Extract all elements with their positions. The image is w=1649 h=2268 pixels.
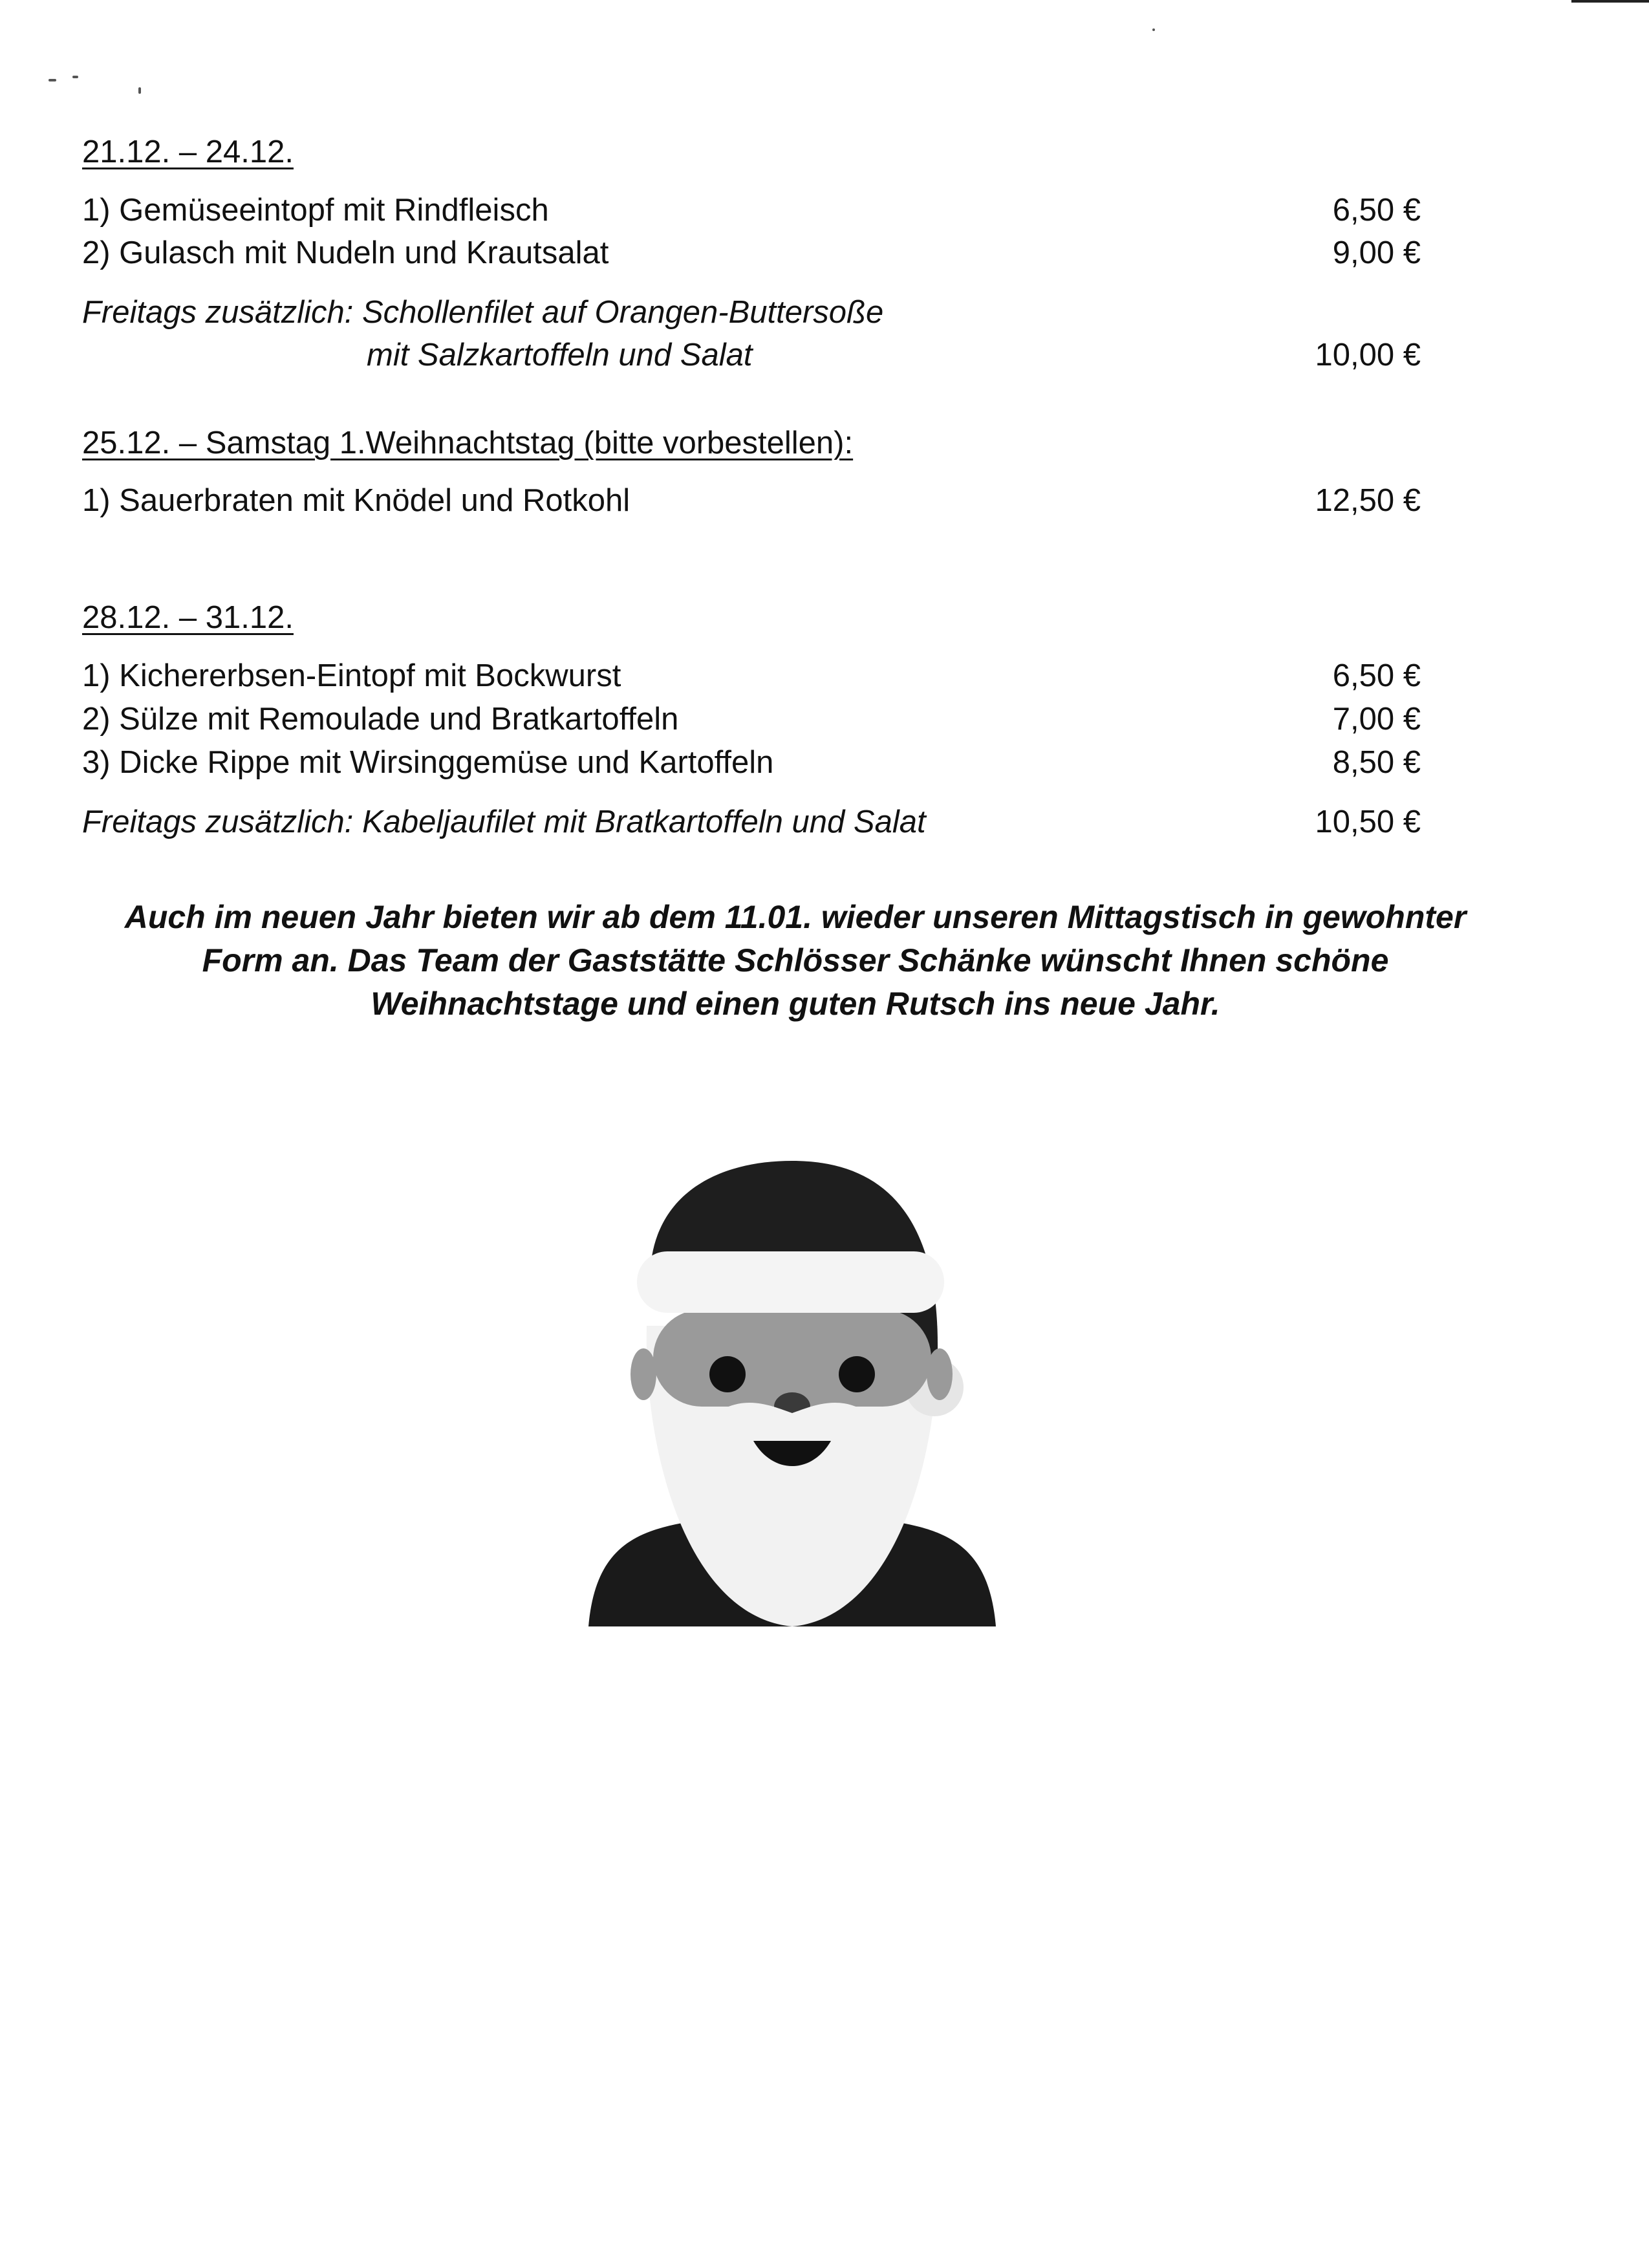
menu-item-label: 1) Gemüseeintopf mit Rindfleisch	[82, 193, 549, 228]
menu-item-row	[82, 658, 1421, 700]
closing-line: Auch im neuen Jahr bieten wir ab dem 11.01. wieder unseren Mittagstisch in gewohnter	[124, 899, 1467, 935]
scan-speck	[72, 76, 78, 78]
friday-special-price: 10,00 €	[1315, 338, 1421, 373]
friday-special-price: 10,50 €	[1315, 805, 1421, 839]
section-heading-week-2: 28.12. – 31.12.	[82, 600, 294, 635]
menu-item-label: 1) Sauerbraten mit Knödel und Rotkohl	[82, 483, 630, 518]
menu-item-price: 6,50 €	[1332, 193, 1421, 228]
closing-message	[84, 896, 1507, 1026]
menu-item-price: 9,00 €	[1332, 235, 1421, 270]
friday-special-dish: Schollenfilet auf Orangen-Buttersoße	[362, 295, 884, 330]
closing-line: Form an. Das Team der Gaststätte Schlösser Schänke wünscht Ihnen schöne	[202, 942, 1389, 978]
section-heading-week-1: 21.12. – 24.12.	[82, 135, 294, 169]
santa-hat-trim	[637, 1251, 944, 1313]
menu-item-price: 8,50 €	[1332, 745, 1421, 780]
scan-edge-line	[1571, 0, 1649, 3]
scan-speck	[1152, 28, 1155, 31]
menu-item-price: 6,50 €	[1332, 658, 1421, 693]
menu-item-row	[82, 192, 1421, 235]
santa-claus-icon	[585, 1151, 999, 1630]
friday-special-text	[82, 294, 883, 330]
friday-special-row-2	[82, 337, 1421, 380]
menu-item-label: 1) Kichererbsen-Eintopf mit Bockwurst	[82, 658, 621, 693]
friday-special-side: mit Salzkartoffeln und Salat	[367, 338, 753, 373]
menu-item-price: 12,50 €	[1315, 483, 1421, 518]
closing-line: Weihnachtstage und einen guten Rutsch ins neue Jahr.	[371, 986, 1220, 1022]
santa-ear-left	[630, 1348, 656, 1400]
menu-item-price: 7,00 €	[1332, 702, 1421, 737]
friday-special-text: Freitags zusätzlich: Kabeljaufilet mit Bratkartoffeln und Salat	[82, 805, 926, 839]
friday-special-row	[82, 804, 1421, 847]
menu-item-row	[82, 235, 1421, 277]
menu-item-row	[82, 744, 1421, 787]
friday-special-row	[82, 294, 1421, 337]
menu-item-row	[82, 701, 1421, 744]
menu-item-label: 2) Gulasch mit Nudeln und Krautsalat	[82, 235, 609, 270]
section-heading-christmas-day: 25.12. – Samstag 1.Weihnachtstag (bitte vorbestellen):	[82, 426, 854, 460]
menu-item-label: 3) Dicke Rippe mit Wirsinggemüse und Kartoffeln	[82, 745, 774, 780]
menu-item-row	[82, 482, 1421, 525]
scan-speck	[48, 79, 56, 81]
santa-eye-left	[709, 1356, 746, 1392]
menu-item-label: 2) Sülze mit Remoulade und Bratkartoffeln	[82, 702, 679, 737]
scan-speck	[138, 87, 141, 94]
santa-face	[653, 1310, 931, 1407]
friday-special-prefix: Freitags zusätzlich:	[82, 295, 354, 330]
santa-eye-right	[839, 1356, 875, 1392]
